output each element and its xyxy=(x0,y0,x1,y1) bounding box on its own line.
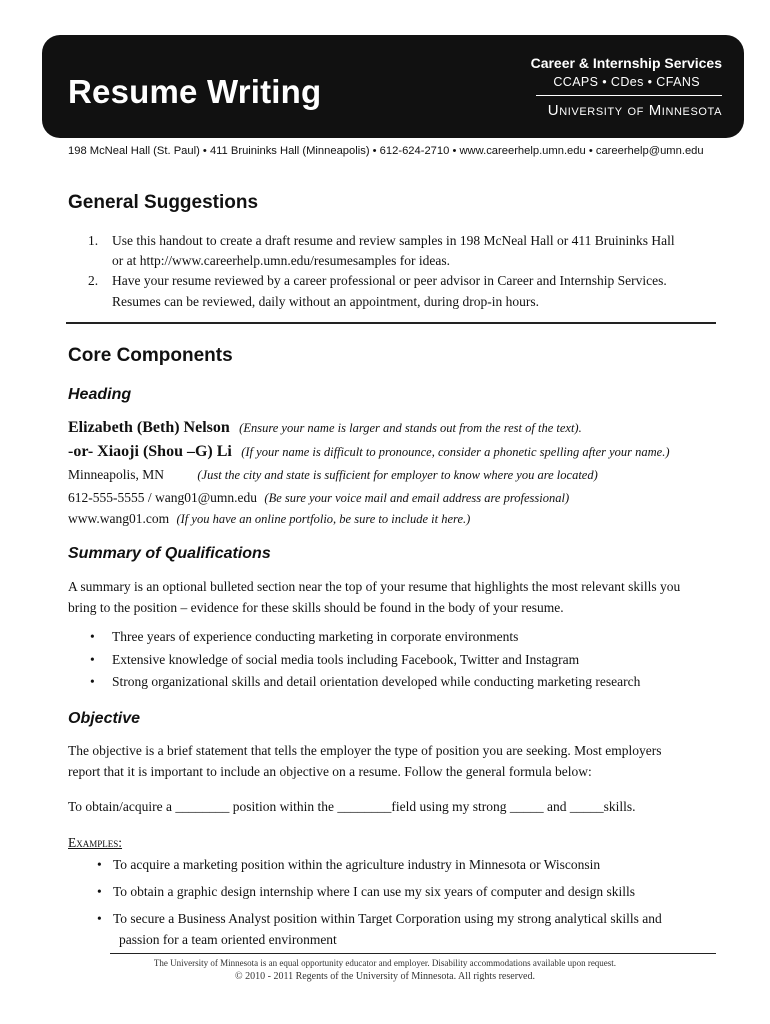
example-name-note: (Ensure your name is larger and stands out from the rest of the text). xyxy=(239,421,582,435)
example-city-line xyxy=(68,464,598,486)
bullet-icon: • xyxy=(90,674,95,689)
objective-description-line2: report that it is important to include an objective on a resume. Follow the general formula below: xyxy=(68,764,592,779)
suggestion-text: Use this handout to create a draft resume and review samples in 198 McNeal Hall or 411 Bruininks Hall xyxy=(112,233,675,248)
objective-example xyxy=(97,881,636,903)
example-contact-note: (Be sure your voice mail and email address are professional) xyxy=(264,491,570,505)
bullet-icon: • xyxy=(97,857,102,872)
example-name-alt-line xyxy=(68,441,670,463)
suggestion-text: Have your resume reviewed by a career professional or peer advisor in Career and Internship Services. xyxy=(112,273,667,288)
page-title: Resume Writing xyxy=(68,73,322,110)
footer-divider xyxy=(110,953,716,954)
university-name: University of Minnesota xyxy=(547,102,722,119)
example-text: To obtain a graphic design internship where I can use my six years of computer and design skills xyxy=(113,884,636,899)
bullet-text: Three years of experience conducting marketing in corporate environments xyxy=(112,629,519,644)
general-suggestions-heading: General Suggestions xyxy=(68,192,259,213)
example-name: Elizabeth (Beth) Nelson xyxy=(68,419,230,436)
summary-bullet xyxy=(90,649,580,671)
bullet-text: Extensive knowledge of social media tools including Facebook, Twitter and Instagram xyxy=(112,652,580,667)
suggestion-number: 1. xyxy=(88,233,99,248)
objective-description-line1: The objective is a brief statement that tells the employer the type of position you are seeking. Most employers xyxy=(68,743,662,758)
example-contact: 612-555-5555 / wang01@umn.edu xyxy=(68,490,258,505)
core-components-heading: Core Components xyxy=(68,345,233,366)
banner-divider xyxy=(536,95,722,96)
section-divider xyxy=(66,322,716,324)
summary-description-line1: A summary is an optional bulleted section near the top of your resume that highlights the most relevant skills you xyxy=(68,579,681,594)
contact-line: 198 McNeal Hall (St. Paul) • 411 Bruininks Hall (Minneapolis) • 612-624-2710 • www.careerhelp.umn.edu • careerhelp@umn.edu xyxy=(68,145,704,157)
examples-label: Examples: xyxy=(68,835,123,850)
example-city-note: (Just the city and state is sufficient for employer to know where you are located) xyxy=(197,468,598,482)
suggestion-item-2 xyxy=(88,270,667,292)
example-contact-line xyxy=(68,487,569,509)
example-city: Minneapolis, MN xyxy=(68,467,164,482)
heading-subsection-title: Heading xyxy=(68,386,132,403)
college-list: CCAPS • CDes • CFANS xyxy=(553,75,700,89)
summary-bullet xyxy=(90,671,641,693)
summary-bullet xyxy=(90,626,519,648)
footer-copyright: © 2010 - 2011 Regents of the University of Minnesota. All rights reserved. xyxy=(235,971,535,982)
objective-example xyxy=(97,908,662,930)
department-name: Career & Internship Services xyxy=(530,55,722,71)
bullet-icon: • xyxy=(90,652,95,667)
example-text: To secure a Business Analyst position within Target Corporation using my strong analytical skills and xyxy=(113,911,662,926)
objective-example-3-line2: passion for a team oriented environment xyxy=(119,932,337,947)
objective-formula: To obtain/acquire a ________ position within the ________field using my strong _____ and _____skills. xyxy=(68,799,636,814)
suggestion-number: 2. xyxy=(88,273,99,288)
bullet-text: Strong organizational skills and detail orientation developed while conducting marketing research xyxy=(112,674,641,689)
summary-subsection-title: Summary of Qualifications xyxy=(68,545,271,562)
bullet-icon: • xyxy=(97,884,102,899)
suggestion-item-2-line2: Resumes can be reviewed, daily without an appointment, during drop-in hours. xyxy=(112,294,540,309)
example-text: To acquire a marketing position within the agriculture industry in Minnesota or Wisconsin xyxy=(113,857,601,872)
header-banner xyxy=(42,35,744,138)
suggestion-item-1 xyxy=(88,230,675,252)
objective-subsection-title: Objective xyxy=(68,710,141,727)
objective-example xyxy=(97,854,601,876)
bullet-icon: • xyxy=(90,629,95,644)
example-web-note: (If you have an online portfolio, be sure to include it here.) xyxy=(176,512,471,526)
example-name-alt-note: (If your name is difficult to pronounce, consider a phonetic spelling after your name.) xyxy=(241,445,670,459)
example-name-alt: -or- Xiaoji (Shou –G) Li xyxy=(68,443,232,460)
bullet-icon: • xyxy=(97,911,102,926)
suggestion-item-1-line2: or at http://www.careerhelp.umn.edu/resumesamples for ideas. xyxy=(112,253,451,268)
example-name-line xyxy=(68,417,582,439)
example-web: www.wang01.com xyxy=(68,511,170,526)
footer-disclaimer: The University of Minnesota is an equal opportunity educator and employer. Disability accommodations available upon request. xyxy=(153,958,617,968)
example-web-line xyxy=(68,508,470,530)
summary-description-line2: bring to the position – evidence for these skills should be found in the body of your resume. xyxy=(68,600,564,615)
